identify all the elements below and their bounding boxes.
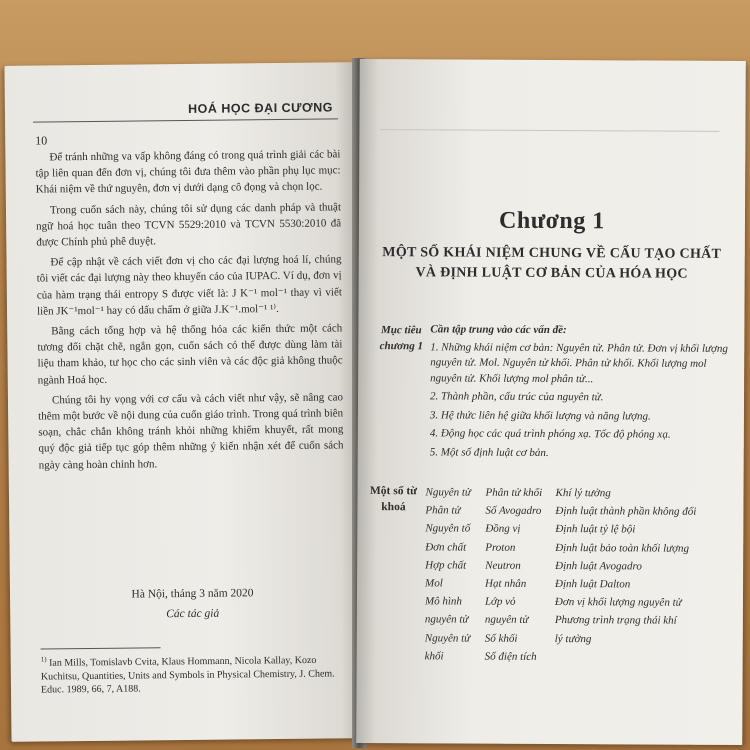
keyword: Khí lý tưởng [555,487,611,500]
paragraph: Để cập nhật về cách viết đơn vị cho các đại lượng hoá lí, chúng tôi viết các đại lượng này theo khuyến cáo của IUPAC. Ví dụ, đơn vị của hàm trạng thái entropy S được viết là: J K⁻¹ mol⁻¹ thay vì viết liền JK⁻¹mol⁻¹ hay có dấu chấm ở giữa J.K⁻¹.mol⁻¹ ¹⁾. [36,253,342,318]
keyword: Số điện tích [484,650,537,663]
left-page [4,62,363,742]
footnote [41,650,346,697]
right-page [356,59,746,745]
keyword: Nguyên tố [425,522,471,535]
keywords-column-2 [485,484,566,666]
objective-item: 3. Hệ thức liên hệ giữa khối lượng và năng lượng. [429,408,651,423]
objectives-label: Mục tiêu chương 1 [379,324,424,353]
keyword: Đơn vị khối lượng nguyên tử [554,596,682,609]
footnote-text: Ian Mills, Tomislavb Cvita, Klaus Hommann, Nicola Kallay, Kozo Kuchitsu, Quantities, Units and Symbols in Physical Chemistry, J. Chem. Educ. 1989, 66, 7, A188. [40,654,335,696]
paragraph: Bằng cách tổng hợp và hệ thống hóa các kiến thức một cách tương đối chặt chẽ, ngắn gọn, cuốn sách có thể được dùng làm tài liệu tham khảo, tư học cho các sinh viên và các độc giả không thuộc ngành Hoá học. [37,322,343,387]
keyword: Định luật Dalton [555,578,631,591]
keyword: Lớp vỏ nguyên tử [484,595,529,627]
keyword: Phương trình trạng thái khí lý tưởng [554,614,677,645]
objective-item: 4. Động học các quá trình phóng xạ. Tốc độ phóng xạ. [429,427,671,441]
keyword: Định luật thành phần không đổi [555,505,697,518]
signoff [40,582,345,625]
keyword: Hạt nhân [485,577,527,590]
chapter-subtitle-line: MỘT SỐ KHÁI NIỆM CHUNG VỀ CẤU TẠO CHẤT [382,245,722,262]
objective-item: 2. Thành phần, cấu trúc của nguyên tử. [429,390,604,404]
objectives-list [430,322,731,465]
keyword: Phân tử [425,504,461,517]
signoff-authors: Các tác giả [166,607,220,621]
running-head: HOÁ HỌC ĐẠI CƯƠNG [188,100,333,116]
keyword: Phân tử khối [485,486,543,499]
objectives-heading: Cần tập trung vào các vấn đề: [430,323,567,337]
keyword: Đơn chất [425,540,467,554]
page-number: 10 [35,133,48,148]
keyword: Định luật bảo toàn khối lượng [555,541,690,555]
preface-body [35,146,343,477]
keyword: Định luật Avogadro [555,559,642,573]
footnote-marker: 1) [40,655,47,664]
bleed-through-rule [379,129,719,132]
chapter-subtitle-line: VÀ ĐỊNH LUẬT CƠ BẢN CỦA HÓA HỌC [415,265,688,282]
paragraph: Chúng tôi hy vọng với cơ cấu và cách viết như vậy, sẽ nâng cao thêm một bước về nội dung của cuốn giáo trình. Trong quá trình biên soạn, chắc chắn không tránh khỏi những khiếm khuyết, rất mong quý độc giả tiếp tục góp thêm những ý kiến nhận xét để cuốn sách ngày càng hoàn chỉnh hơn. [38,391,344,472]
keyword: Mol [425,577,443,590]
keyword: Nguyên tử [425,486,471,499]
keywords-label: Một số từ khoá [369,485,418,514]
keyword: Nguyên tử khối [424,631,471,663]
chapter-title: Chương 1 [499,207,605,235]
keyword: Hợp chất [425,559,467,572]
header-rule [33,118,338,122]
keyword: Neutron [485,559,521,572]
keyword: Định luật tỷ lệ bội [555,523,636,536]
chapter-subtitle [369,243,735,285]
objective-item: 1. Những khái niệm cơ bản: Nguyên tử. Phân tử. Đơn vị khối lượng nguyên tử. Mol. Nguyên tử khối. Phân tử khối. Khối lượng mol nguyên tử. Khối lượng mol phân tử... [430,340,728,385]
keyword: Mô hình nguyên tử [424,595,469,626]
keyword: Đồng vị [485,523,521,536]
keyword: Proton [485,541,516,554]
paragraph: Để tránh những va vấp không đáng có trong quá trình giải các bài tập liên quan đến đơn vị, chúng tôi đưa thêm vào phần phụ lục mục: Khái niệm về thứ nguyên, đơn vị dưới dạng cô đọng và chọn lọc. [35,148,341,196]
keyword: Số Avogadro [485,504,542,518]
objective-item: 5. Một số định luật cơ bản. [429,445,549,459]
keyword: Số khối [484,632,518,645]
paragraph: Trong cuốn sách này, chúng tôi sử dụng các danh pháp và thuật ngữ hoá học tuân theo TCVN 5529:2010 và TCVN 5530:2010 đã được Chính phủ phê duyệt. [36,200,342,249]
footnote-rule [41,647,161,649]
signoff-place-date: Hà Nội, tháng 3 năm 2020 [131,587,254,601]
keywords-column-3 [555,484,736,649]
